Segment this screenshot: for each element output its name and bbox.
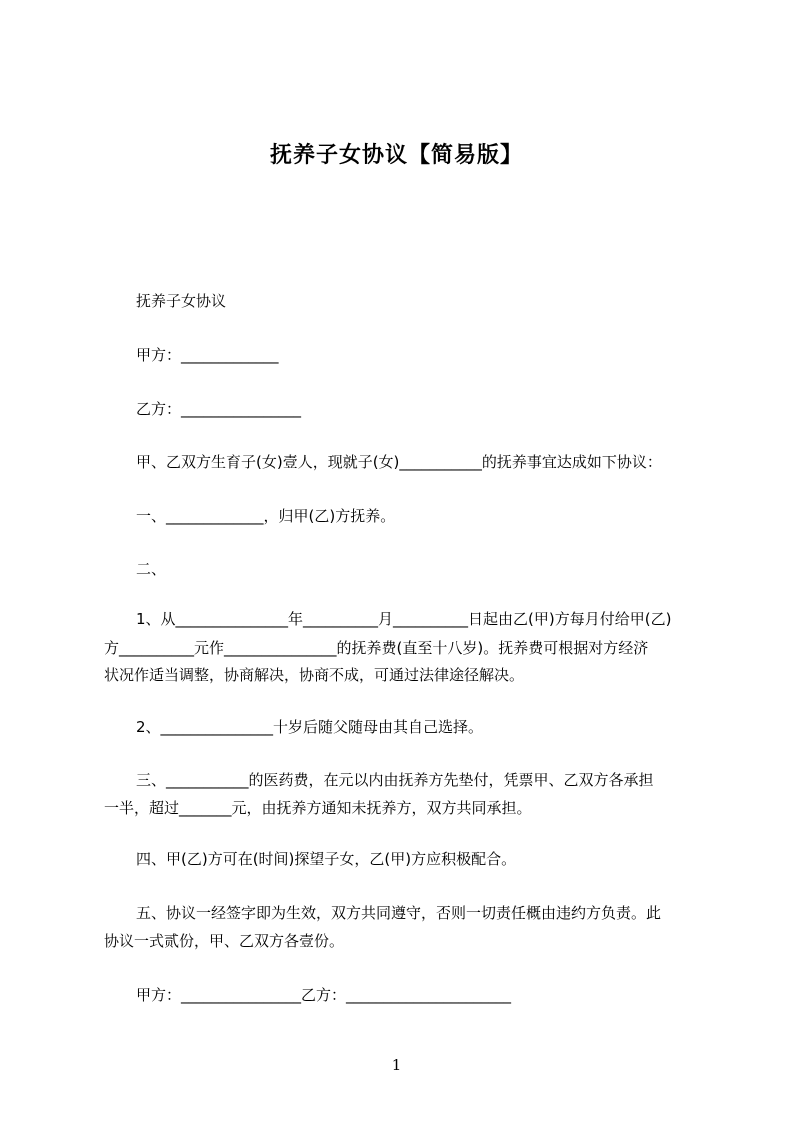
clause-3-line-1: 三、___________的医药费，在元以内由抚养方先垫付，凭票甲、乙双方各承担: [136, 771, 654, 789]
clause-2-1-line-1: 1、从_______________年__________月__________日起由乙(甲)方每月付给甲(乙): [136, 610, 672, 628]
clause-2-1-line-2: 方__________元作_______________的抚养费(直至十八岁)。抚养费可根据对方经济: [104, 639, 649, 657]
clause-5-line-2: 协议一式贰份，甲、乙双方各壹份。: [104, 932, 345, 950]
clause-2-heading: 二、: [136, 560, 167, 578]
party-a-line: 甲方：_____________: [136, 346, 279, 364]
clause-3-line-2: 一半，超过_______元，由抚养方通知未抚养方，双方共同承担。: [104, 799, 532, 817]
intro-paragraph: 甲、乙双方生育子(女)壹人，现就子(女)___________的抚养事宜达成如下协议：: [136, 453, 662, 471]
clause-5-line-1: 五、协议一经签字即为生效，双方共同遵守，否则一切责任概由违约方负责。此: [136, 904, 662, 922]
agreement-heading: 抚养子女协议: [136, 292, 227, 310]
clause-2-2: 2、_______________十岁后随父随母由其自己选择。: [136, 718, 484, 736]
clause-1: 一、_____________，归甲(乙)方抚养。: [136, 507, 396, 525]
signature-line: 甲方：________________乙方：______________________: [136, 986, 512, 1004]
page-number: 1: [391, 1056, 402, 1074]
clause-2-1-line-3: 状况作适当调整，协商解决，协商不成，可通过法律途径解决。: [104, 666, 525, 684]
party-b-line: 乙方：________________: [136, 400, 302, 418]
clause-4: 四、甲(乙)方可在(时间)探望子女，乙(甲)方应积极配合。: [136, 850, 517, 868]
page-title: 抚养子女协议【简易版】: [269, 143, 523, 168]
